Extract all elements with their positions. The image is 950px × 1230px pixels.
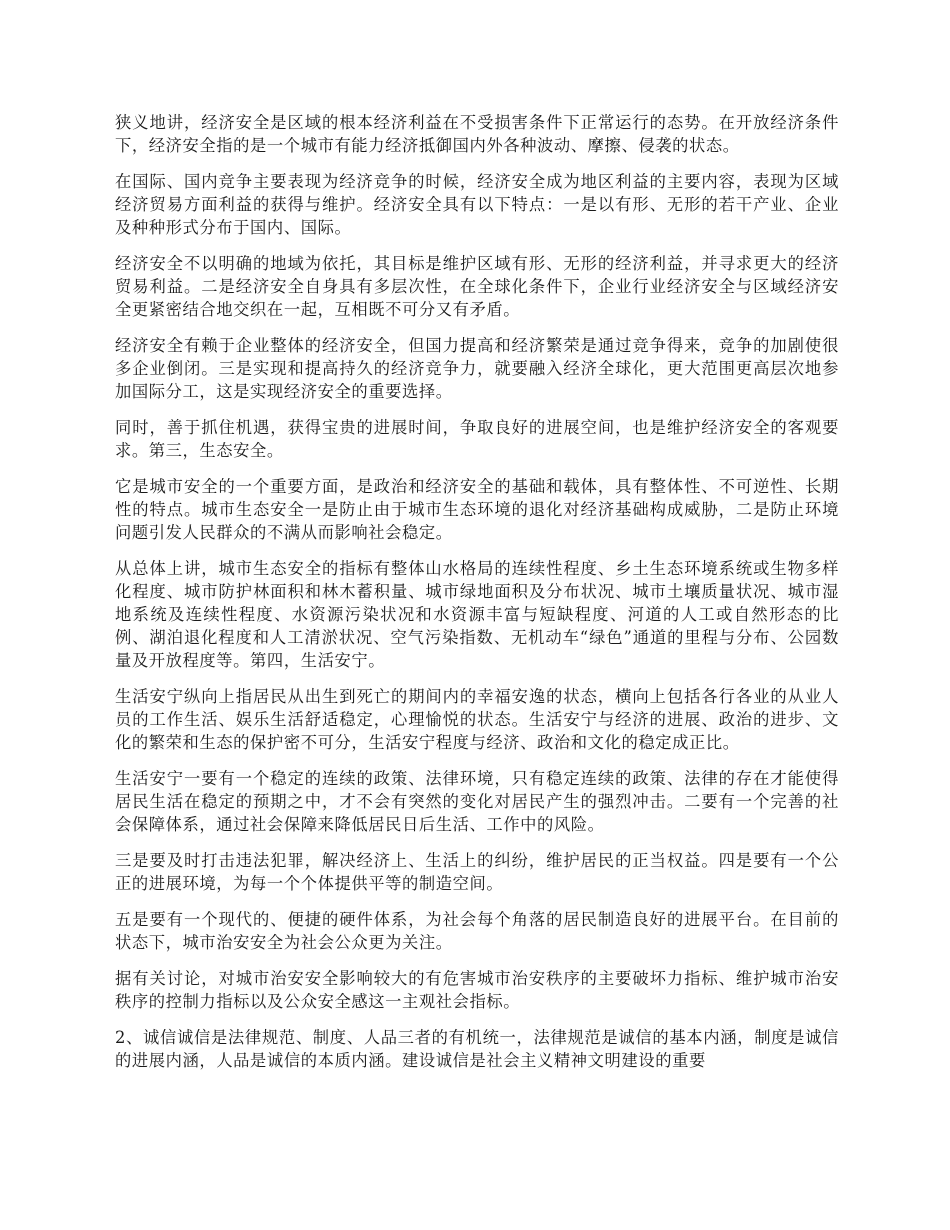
paragraph: 生活安宁纵向上指居民从出生到死亡的期间内的幸福安逸的状态，横向上包括各行各业的从业人员的工作生活、娱乐生活舒适稳定，心理愉悦的状态。生活安宁与经济的进展、政治的进步、文化的繁荣和生态的保护密不可分，生活安宁程度与经济、政治和文化的稳定成正比。 xyxy=(115,687,839,752)
paragraph: 它是城市安全的一个重要方面，是政治和经济安全的基础和载体，具有整体性、不可逆性、长期性的特点。城市生态安全一是防止由于城市生态环境的退化对经济基础构成威胁，二是防止环境问题引发人民群众的不满从而影响社会稳定。 xyxy=(115,477,839,542)
paragraph: 三是要及时打击违法犯罪，解决经济上、生活上的纠纷，维护居民的正当权益。四是要有一个公正的进展环境，为每一个个体提供平等的制造空间。 xyxy=(115,851,839,893)
paragraph: 经济安全有赖于企业整体的经济安全，但国力提高和经济繁荣是通过竞争得来，竞争的加剧使很多企业倒闭。三是实现和提高持久的经济竞争力，就要融入经济全球化，更大范围更高层次地参加国际分工，这是实现经济安全的重要选择。 xyxy=(115,336,839,401)
paragraph: 从总体上讲，城市生态安全的指标有整体山水格局的连续性程度、乡土生态环境系统或生物多样化程度、城市防护林面积和林木蓄积量、城市绿地面积及分布状况、城市土壤质量状况、城市湿地系统及连续性程度、水资源污染状况和水资源丰富与短缺程度、河道的人工或自然形态的比例、湖泊退化程度和人工清淤状况、空气污染指数、无机动车“绿色”通道的里程与分布、公园数量及开放程度等。第四，生活安宁。 xyxy=(115,559,839,670)
paragraph: 2、诚信诚信是法律规范、制度、人品三者的有机统一，法律规范是诚信的基本内涵，制度是诚信的进展内涵，人品是诚信的本质内涵。建设诚信是社会主义精神文明建设的重要 xyxy=(115,1028,839,1070)
paragraph: 经济安全不以明确的地域为依托，其目标是维护区域有形、无形的经济利益，并寻求更大的经济贸易利益。二是经济安全自身具有多层次性，在全球化条件下，企业行业经济安全与区域经济安全更紧密结合地交织在一起，互相既不可分又有矛盾。 xyxy=(115,254,839,319)
paragraph: 同时，善于抓住机遇，获得宝贵的进展时间，争取良好的进展空间，也是维护经济安全的客观要求。第三，生态安全。 xyxy=(115,418,839,460)
paragraph: 生活安宁一要有一个稳定的连续的政策、法律环境，只有稳定连续的政策、法律的存在才能使得居民生活在稳定的预期之中，才不会有突然的变化对居民产生的强烈冲击。二要有一个完善的社会保障体系，通过社会保障来降低居民日后生活、工作中的风险。 xyxy=(115,769,839,834)
paragraph: 据有关讨论，对城市治安安全影响较大的有危害城市治安秩序的主要破坏力指标、维护城市治安秩序的控制力指标以及公众安全感这一主观社会指标。 xyxy=(115,969,839,1011)
paragraph: 五是要有一个现代的、便捷的硬件体系，为社会每个角落的居民制造良好的进展平台。在目前的状态下，城市治安安全为社会公众更为关注。 xyxy=(115,910,839,952)
paragraph: 狭义地讲，经济安全是区域的根本经济利益在不受损害条件下正常运行的态势。在开放经济条件下，经济安全指的是一个城市有能力经济抵御国内外各种波动、摩擦、侵袭的状态。 xyxy=(115,113,839,155)
document-body xyxy=(115,111,839,1085)
paragraph: 在国际、国内竞争主要表现为经济竞争的时候，经济安全成为地区利益的主要内容，表现为区域经济贸易方面利益的获得与维护。经济安全具有以下特点：一是以有形、无形的若干产业、企业及种种形式分布于国内、国际。 xyxy=(115,172,839,237)
